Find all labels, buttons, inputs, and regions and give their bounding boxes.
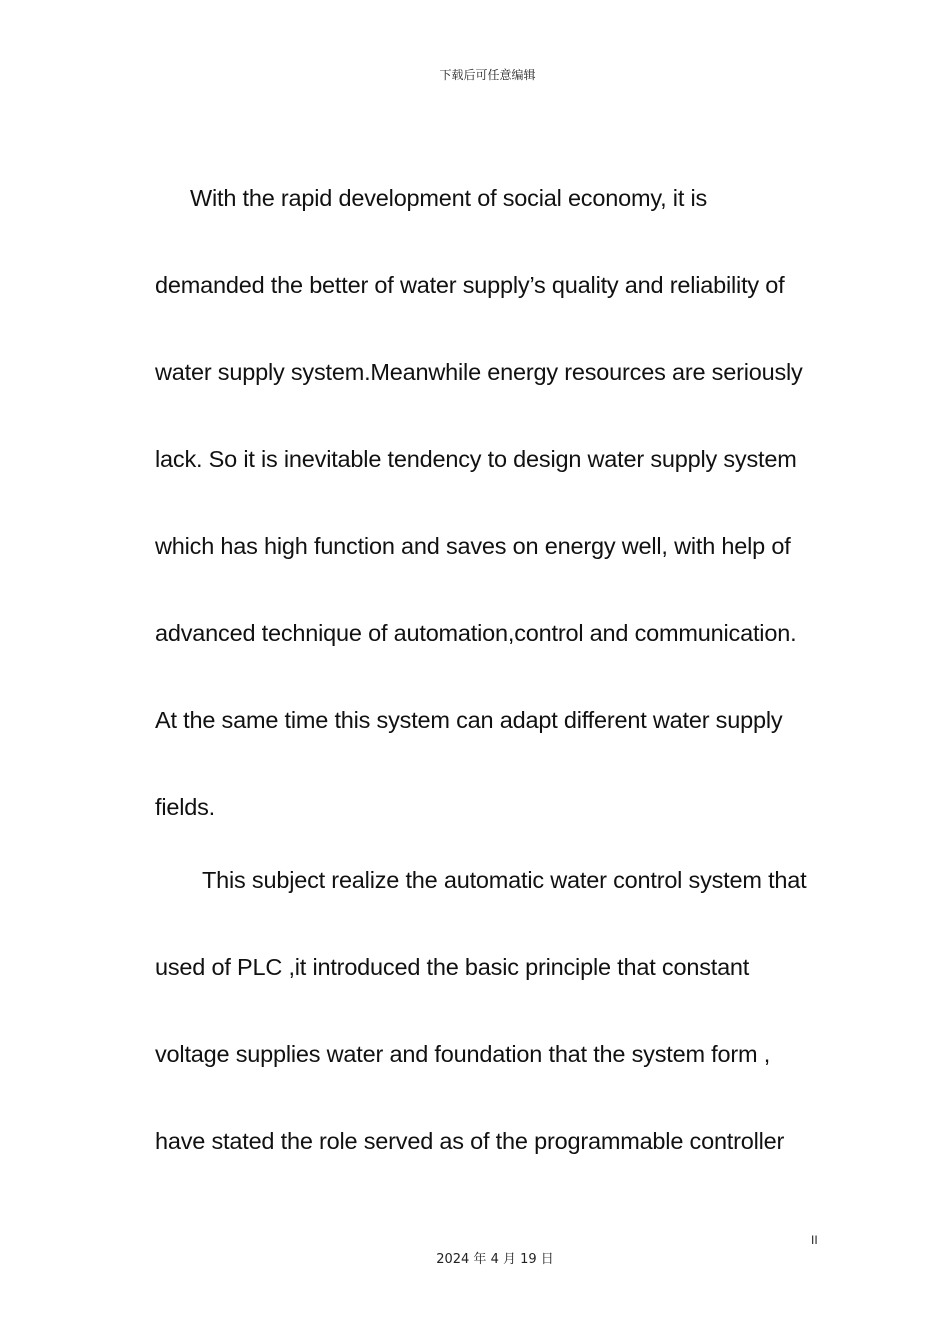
paragraph-2-line-3: voltage supplies water and foundation that the system form , xyxy=(155,1041,771,1067)
paragraph-1-line-6: advanced technique of automation,control and communication. xyxy=(155,620,797,646)
paragraph-1-line-2: demanded the better of water supply’s quality and reliability of xyxy=(155,272,785,298)
header-note: 下载后可任意编辑 xyxy=(439,68,536,82)
footer-date: 2024 年 4 月 19 日 xyxy=(436,1252,554,1267)
paragraph-1-line-1: With the rapid development of social economy, it is xyxy=(190,185,708,211)
paragraph-1-line-5: which has high function and saves on energy well, with help of xyxy=(155,533,791,559)
paragraph-1-line-8: fields. xyxy=(155,794,215,820)
paragraph-1-line-4: lack. So it is inevitable tendency to design water supply system xyxy=(155,446,797,472)
paragraph-1-line-7: At the same time this system can adapt different water supply xyxy=(155,707,783,733)
paragraph-2-line-1: This subject realize the automatic water control system that xyxy=(202,867,807,893)
page-number: II xyxy=(811,1233,818,1247)
paragraph-1-line-3: water supply system.Meanwhile energy resources are seriously xyxy=(155,359,803,385)
paragraph-2-line-2: used of PLC ,it introduced the basic principle that constant xyxy=(155,954,750,980)
paragraph-2-line-4: have stated the role served as of the programmable controller xyxy=(155,1128,785,1154)
